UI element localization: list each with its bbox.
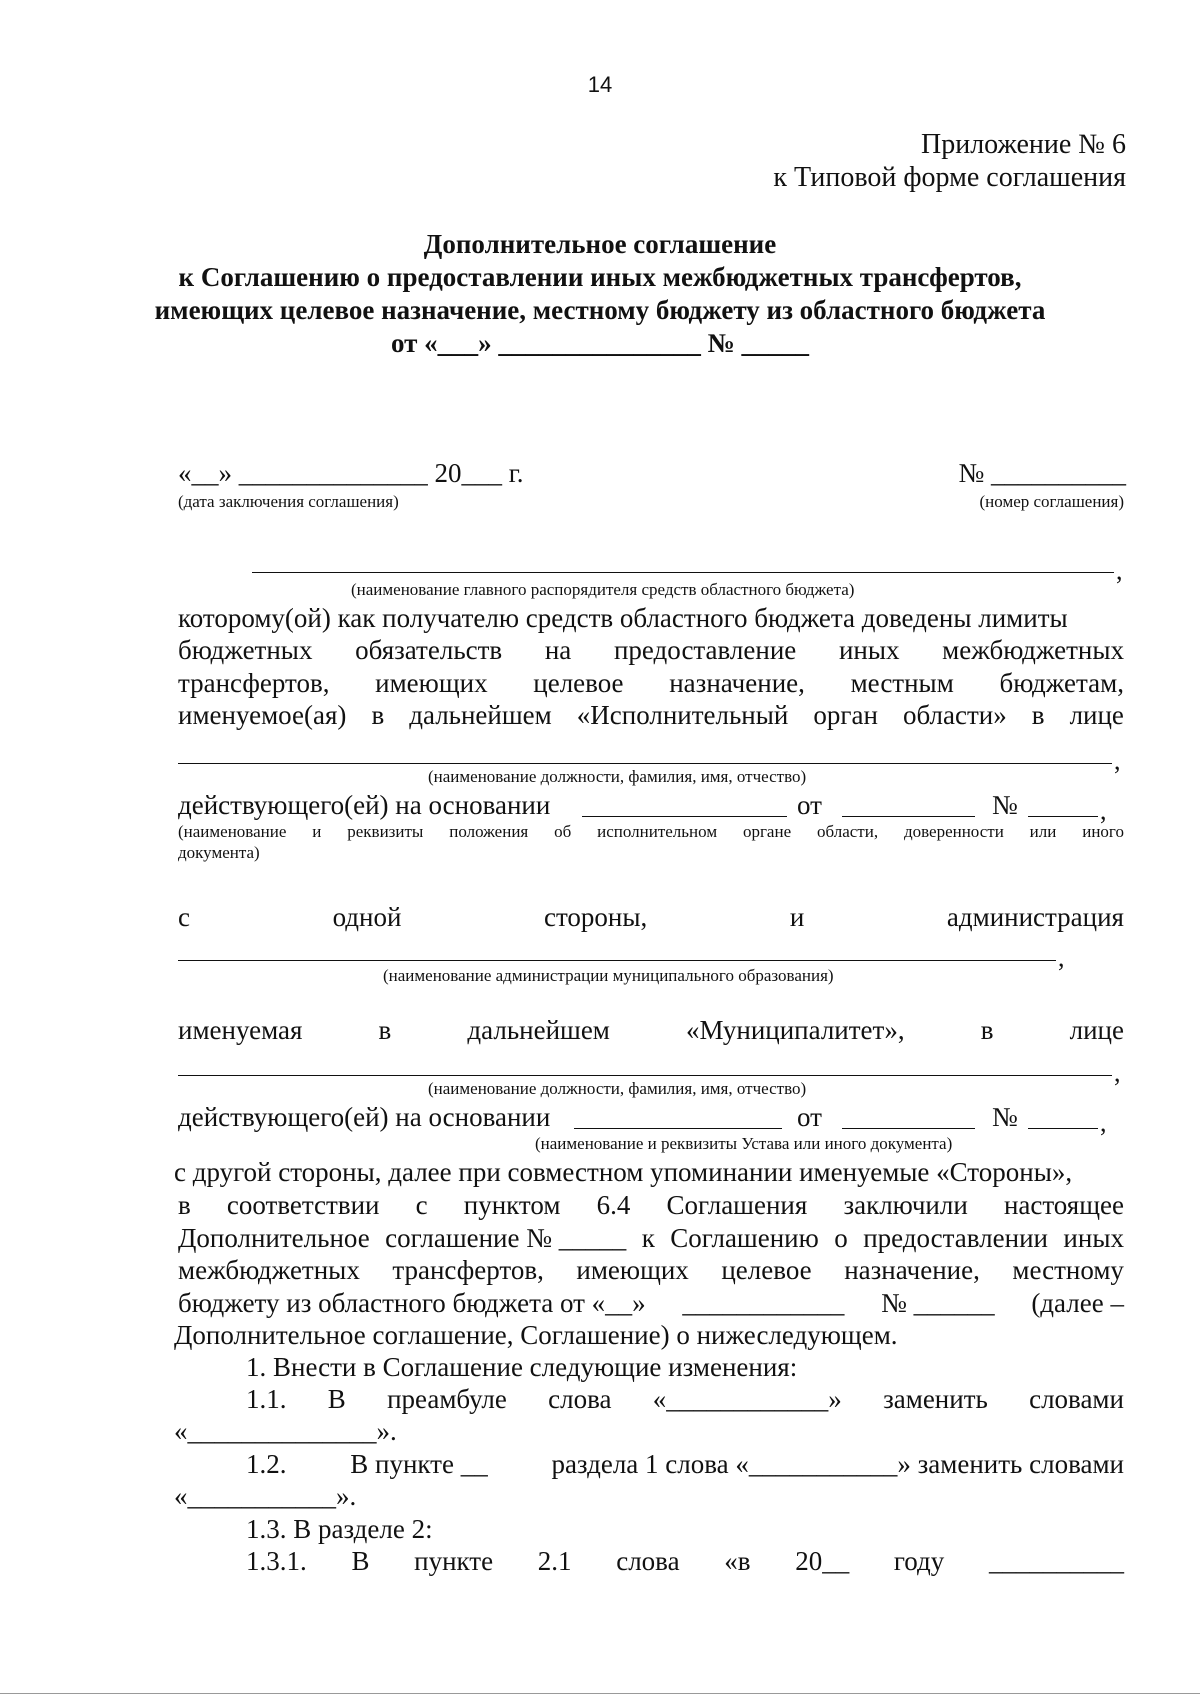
paragraph-2-line-4: межбюджетных трансфертов, имеющих целевое назначение, местному [178,1255,1124,1285]
position-caption-1: (наименование должности, фамилия, имя, отчество) [428,767,807,786]
position-line-1 [178,763,1112,764]
paragraph-1-line-4: именуемое(ая) в дальнейшем «Исполнительный орган области» в лице [178,700,1124,730]
paragraph-2-line-5: бюджету из областного бюджета от «__» ____________ № ______ (далее – [178,1288,1124,1318]
acting-basis-from-1: от [797,790,822,820]
acting-basis-label-1: действующего(ей) на основании [178,790,551,820]
comma: , [1058,943,1065,972]
comma: , [1116,556,1123,585]
acting-basis-caption-1b: документа) [178,843,260,862]
main-admin-caption: (наименование главного распорядителя средств областного бюджета) [351,580,855,599]
comma: , [1114,1058,1121,1087]
comma: , [1100,796,1107,825]
paragraph-2-line-2: в соответствии с пунктом 6.4 Соглашения заключили настоящее [178,1190,1124,1220]
basis-date-line-1 [842,816,975,817]
paragraph-2-line-3: Дополнительное соглашение № _____ к Соглашению о предоставлении иных [178,1223,1124,1253]
acting-basis-from-2: от [797,1102,822,1132]
paragraph-1-line-3: трансфертов, имеющих целевое назначение, местным бюджетам, [178,668,1124,698]
acting-basis-label-2: действующего(ей) на основании [178,1102,551,1132]
basis-date-line-2 [842,1128,975,1129]
page-bottom-edge [0,1693,1200,1694]
basis-document-line-1 [582,816,787,817]
position-line-2 [178,1075,1112,1076]
paragraph-2-line-6: Дополнительное соглашение, Соглашение) о нижеследующем. [174,1320,898,1350]
item-1-2-continuation: «___________». [174,1481,357,1511]
agreement-date: «__» ______________ 20___ г. [178,458,524,488]
comma: , [1100,1108,1107,1137]
item-1-1: 1.1. В преамбуле слова «____________» заменить словами [246,1384,1124,1414]
item-1: 1. Внести в Соглашение следующие изменения: [246,1352,798,1382]
appendix-line-1: Приложение № 6 [921,129,1126,160]
position-caption-2: (наименование должности, фамилия, имя, отчество) [428,1079,807,1098]
basis-number-line-1 [1028,816,1098,817]
parties-line: с одной стороны, и администрация [178,902,1124,932]
main-admin-line [252,572,1114,573]
acting-basis-caption-1: (наименование и реквизиты положения об исполнительном органе области, доверенности или иного [178,822,1124,841]
acting-basis-caption-2: (наименование и реквизиты Устава или иного документа) [535,1134,953,1153]
item-1-3-1: 1.3.1. В пункте 2.1 слова «в 20__ году __________ [246,1546,1124,1576]
document-title-3: имеющих целевое назначение, местному бюджету из областного бюджета [154,295,1046,325]
appendix-header [773,128,1126,194]
document-title-2: к Соглашению о предоставлении иных межбюджетных трансфертов, [178,262,1022,292]
acting-basis-num-2: № [992,1102,1018,1132]
named-municipality-line: именуемая в дальнейшем «Муниципалитет», в лице [178,1015,1124,1045]
item-1-3: 1.3. В разделе 2: [246,1514,433,1544]
paragraph-1-line-1: которому(ой) как получателю средств областного бюджета доведены лимиты [178,603,1068,633]
municipal-admin-line [178,960,1056,961]
paragraph-1-line-2: бюджетных обязательств на предоставление иных межбюджетных [178,635,1124,665]
acting-basis-num-1: № [992,790,1018,820]
municipal-admin-caption: (наименование администрации муниципального образования) [383,966,834,985]
basis-number-line-2 [1028,1128,1098,1129]
agreement-number: № __________ [958,458,1126,488]
comma: , [1114,746,1121,775]
agreement-number-caption: (номер соглашения) [979,492,1124,511]
item-1-1-continuation: «______________». [174,1416,397,1446]
appendix-line-2: к Типовой форме соглашения [773,162,1126,193]
document-title-1: Дополнительное соглашение [423,229,777,259]
agreement-date-caption: (дата заключения соглашения) [178,492,399,511]
paragraph-2-line-1: с другой стороны, далее при совместном упоминании именуемые «Стороны», [174,1157,1073,1187]
page-number: 14 [587,72,613,97]
basis-document-line-2 [574,1128,782,1129]
document-title-4: от «___» _______________ № _____ [390,328,810,358]
item-1-2: 1.2. В пункте __ раздела 1 слова «___________» заменить словами [246,1449,1124,1479]
